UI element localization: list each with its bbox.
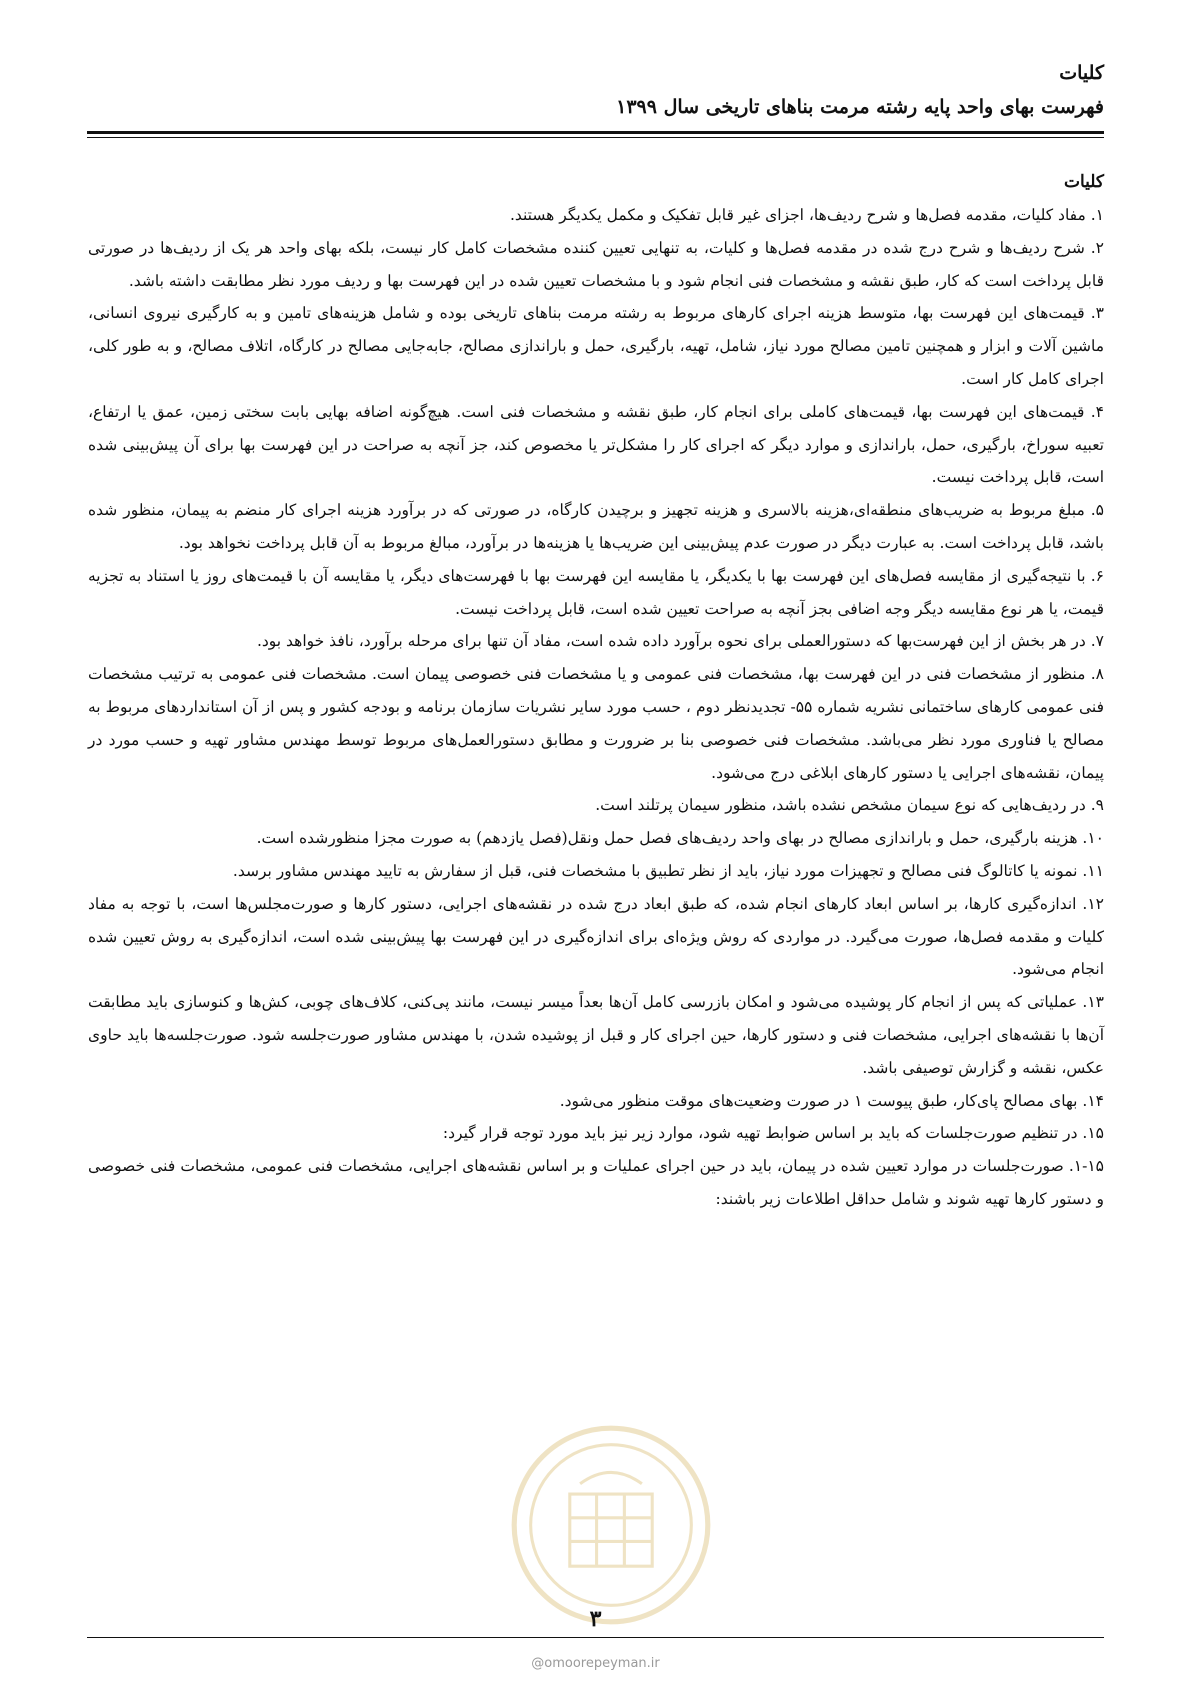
paragraph-4: ۴. قیمت‌های این فهرست بها، قیمت‌های کاملی برای انجام کار، طبق نقشه و مشخصات فنی است. هیچ‌گونه اضافه بهایی بابت سختی زمین، عمق یا ارتفاع، تعبیه سوراخ، بارگیری، حمل، باراندازی و موارد دیگر که اجرای کار را مشکل‌تر یا مخصوص کند، جز آنچه به صراحت در این فهرست بها برای آن پیش‌بینی شده است، قابل پرداخت نیست.	[88, 402, 1104, 487]
paragraph-1: ۱. مفاد کلیات، مقدمه فصل‌ها و شرح ردیف‌ها، اجزای غیر قابل تفکیک و مکمل یکدیگر هستند.	[509, 206, 1104, 224]
document-body	[88, 165, 1104, 1216]
paragraph-10: ۱۰. هزینه بارگیری، حمل و باراندازی مصالح در بهای واحد ردیف‌های فصل حمل ونقل(فصل یازدهم) به صورت مجزا منظورشده است.	[256, 829, 1104, 848]
header-subtitle: فهرست بهای واحد پایه رشته مرمت بناهای تاریخی سال ۱۳۹۹	[616, 96, 1104, 118]
paragraph-15-1: ۱-۱۵. صورت‌جلسات در موارد تعیین شده در پیمان، باید در حین اجرای عملیات و بر اساس نقشه‌های اجرایی، مشخصات فنی عمومی، مشخصات فنی خصوصی و دستور کارها تهیه شوند و شامل حداقل اطلاعات زیر باشند:	[88, 1157, 1104, 1208]
paragraph-5: ۵. مبلغ مربوط به ضریب‌های منطقه‌ای،هزینه بالاسری و هزینه تجهیز و برچیدن کارگاه، در صورتی که در برآورد هزینه اجرای کار منضم به پیمان، منظور شده باشد، قابل پرداخت است. به عبارت دیگر در صورت عدم پیش‌بینی این ضریب‌ها یا هزینه‌ها در برآورد، مبالغ مربوط به آن قابل پرداخت نخواهد بود.	[88, 501, 1104, 552]
header-rule-thick	[87, 131, 1104, 134]
paragraph-11: ۱۱. نمونه یا کاتالوگ فنی مصالح و تجهیزات مورد نیاز، باید از نظر تطبیق با مشخصات فنی، قبل از سفارش به تایید مهندس مشاور برسد.	[232, 861, 1104, 880]
watermark-seal-icon	[508, 1422, 714, 1628]
paragraph-14: ۱۴. بهای مصالح پای‌کار، طبق پیوست ۱ در صورت وضعیت‌های موقت منظور می‌شود.	[559, 1091, 1104, 1110]
footer-website-link[interactable]: @omoorepeyman.ir	[531, 1656, 660, 1671]
paragraph-8: ۸. منظور از مشخصات فنی در این فهرست بها، مشخصات فنی عمومی و یا مشخصات فنی خصوصی پیمان است. مشخصات فنی عمومی به ترتیب مشخصات فنی عمومی کارهای ساختمانی نشریه شماره ۵۵- تجدیدنظر دوم ، حسب مورد سایر نشریات سازمان برنامه و بودجه کشور و پس از آن استانداردهای مربوط به مصالح یا فناوری مورد نظر می‌باشد. مشخصات فنی خصوصی بنا بر ضرورت و مطابق دستورالعمل‌های مربوط توسط مهندس مشاور تهیه و حسب مورد در پیمان، نقشه‌های اجرایی یا دستور کارهای ابلاغی درج می‌شود.	[88, 665, 1104, 782]
page-number: ۳	[589, 1606, 602, 1632]
header-rule-thin	[87, 137, 1104, 138]
header-title: کلیات	[1059, 62, 1104, 84]
paragraph-13: ۱۳. عملیاتی که پس از انجام کار پوشیده می‌شود و امکان بازرسی کامل آن‌ها بعداً میسر نیست، مانند پی‌کنی، کلاف‌های چوبی، کش‌ها و کنوسازی باید مطابقت آن‌ها با نقشه‌های اجرایی، مشخصات فنی و دستور کارها، حین اجرای کار و قبل از پوشیده شدن، با مهندس مشاور صورت‌جلسه شود. صورت‌جلسه‌ها باید حاوی عکس، نقشه و گزارش توصیفی باشد.	[88, 993, 1104, 1077]
paragraph-12: ۱۲. اندازه‌گیری کارها، بر اساس ابعاد کارهای انجام شده، که طبق ابعاد درج شده در نقشه‌های اجرایی، دستور کارها و صورت‌مجلس‌ها است، با توجه به مفاد کلیات و مقدمه فصل‌ها، صورت می‌گیرد. در مواردی که روش ویژه‌ای برای اندازه‌گیری در این فهرست بها پیش‌بینی شده است، اندازه‌گیری به روش تعیین شده انجام می‌شود.	[88, 894, 1104, 979]
paragraph-7: ۷. در هر بخش از این فهرست‌بها که دستورالعملی برای نحوه برآورد داده شده است، مفاد آن تنها برای مرحله برآورد، نافذ خواهد بود.	[256, 632, 1104, 651]
paragraph-15: ۱۵. در تنظیم صورت‌جلسات که باید بر اساس ضوابط تهیه شود، موارد زیر نیز باید مورد توجه قرار گیرد:	[442, 1124, 1104, 1143]
section-heading: کلیات	[1063, 172, 1104, 192]
footer-rule	[87, 1637, 1104, 1638]
paragraph-9: ۹. در ردیف‌هایی که نوع سیمان مشخص نشده باشد، منظور سیمان پرتلند است.	[595, 796, 1104, 815]
paragraph-3: ۳. قیمت‌های این فهرست بها، متوسط هزینه اجرای کارهای مربوط به رشته مرمت بناهای تاریخی بوده و شامل هزینه‌های تامین و به کارگیری نیروی انسانی، ماشین آلات و ابزار و همچنین تامین مصالح مورد نیاز، شامل، تهیه، بارگیری، حمل و باراندازی مصالح، جابه‌جایی مصالح در کارگاه، اتلاف مصالح، و به طور کلی، اجرای کامل کار است.	[88, 304, 1104, 388]
paragraph-6: ۶. با نتیجه‌گیری از مقایسه فصل‌های این فهرست بها با یکدیگر، یا مقایسه این فهرست بها با فهرست‌های دیگر، یا مقایسه آن با قیمت‌های روز یا استناد به تجزیه قیمت، یا هر نوع مقایسه دیگر وجه اضافی بجز آنچه به صراحت تعیین شده است، قابل پرداخت نیست.	[88, 566, 1104, 618]
paragraph-2: ۲. شرح ردیف‌ها و شرح درج شده در مقدمه فصل‌ها و کلیات، به تنهایی تعیین کننده مشخصات کامل کار نیست، بلکه بهای واحد هر یک از ردیف‌ها در صورتی قابل پرداخت است که کار، طبق نقشه و مشخصات فنی انجام شود و با مشخصات تعیین شده در این فهرست بها و ردیف مورد نظر مطابقت داشته باشد.	[88, 238, 1104, 290]
